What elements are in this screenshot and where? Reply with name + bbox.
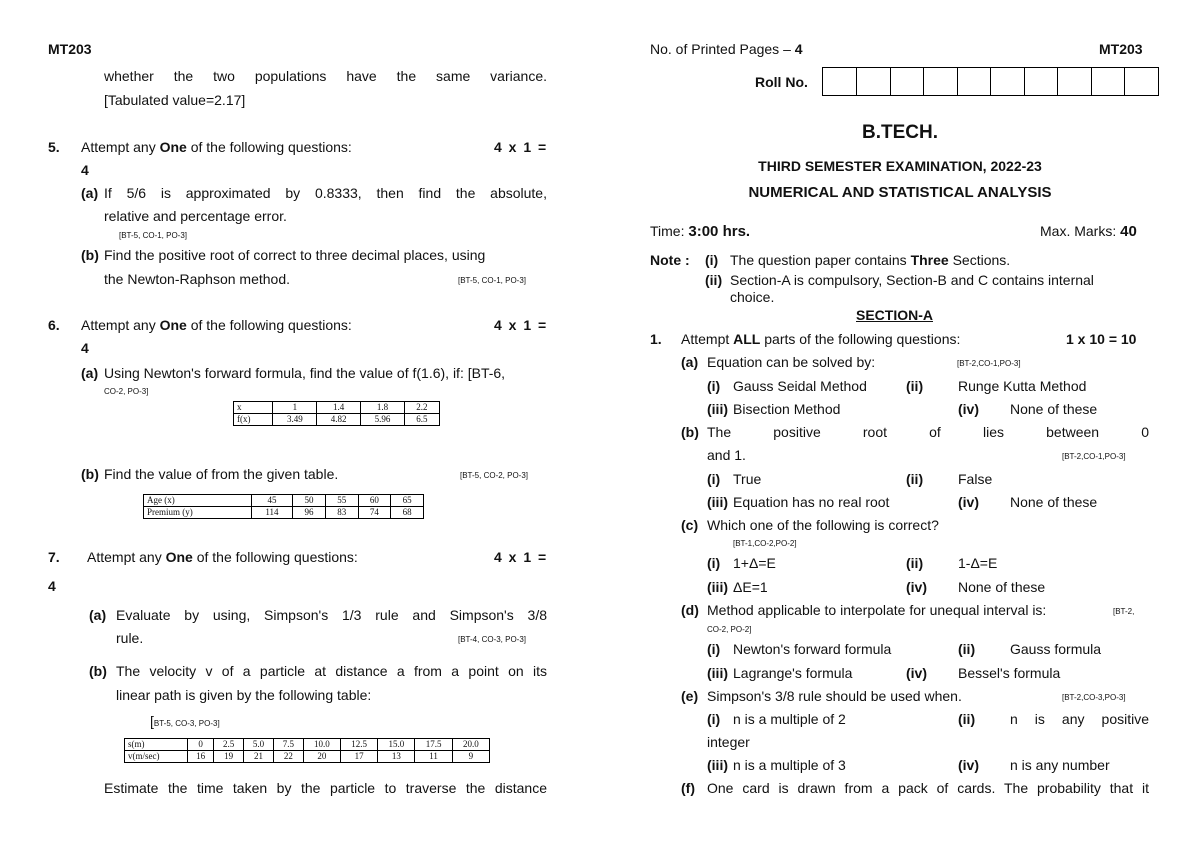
question-instruction: Attempt any One of the following questions: (81, 317, 352, 333)
table-cell: 17.5 (415, 739, 452, 751)
table-cell: 0 (188, 739, 214, 751)
option-label: (iii) (707, 494, 728, 510)
bloom-tag: [BT-5, CO-2, PO-3] (460, 471, 529, 480)
part-text: Evaluate by using, Simpson's 1/3 rule and Simpson's 3/8 (116, 607, 547, 623)
option-label: (iv) (958, 494, 979, 510)
question-instruction: Attempt ALL parts of the following questions: (681, 331, 961, 347)
part-label: (a) (89, 607, 107, 623)
table-cell: f(x) (234, 414, 273, 426)
part-text: Which one of the following is correct? (707, 517, 939, 533)
table-cell: 16 (188, 751, 214, 763)
table-cell: 1.8 (361, 402, 405, 414)
option-label: (iii) (707, 665, 728, 681)
option-text: n is a multiple of 3 (733, 757, 846, 773)
part-text: If 5/6 is approximated by 0.8333, then find the absolute, (104, 185, 547, 201)
table-cell: 10.0 (303, 739, 340, 751)
part-text: Equation can be solved by: (707, 354, 876, 370)
roll-label: Roll No. (755, 74, 808, 90)
option-text: Bessel's formula (958, 665, 1061, 681)
right-page (600, 0, 1200, 849)
part-text: and 1. (707, 447, 746, 463)
option-label: (ii) (958, 711, 976, 727)
degree-title: B.TECH. (862, 122, 938, 143)
option-label: (iv) (958, 401, 979, 417)
option-text: None of these (958, 579, 1046, 595)
table-row (234, 414, 440, 426)
option-text: Newton's forward formula (733, 641, 892, 657)
table-cell: 96 (293, 507, 326, 519)
part-text: Simpson's 3/8 rule should be used when. (707, 688, 962, 704)
continued-line: [Tabulated value=2.17] (104, 92, 246, 108)
question-marks: 4 x 1 = (494, 549, 547, 565)
option-label: (i) (707, 378, 721, 394)
table-row (144, 507, 424, 519)
question-marks: 1 x 10 = 10 (1066, 331, 1137, 347)
part-label: (e) (681, 688, 699, 704)
note-item-label: (ii) (705, 272, 723, 288)
question-marks: 4 x 1 = (494, 139, 547, 155)
option-text: False (958, 471, 993, 487)
table-row (125, 739, 490, 751)
option-label: (ii) (906, 378, 924, 394)
option-text: integer (707, 734, 750, 750)
part-label: (b) (81, 247, 99, 263)
question-instruction: Attempt any One of the following questions: (81, 139, 352, 155)
table-cell: 1 (273, 402, 317, 414)
option-text: None of these (1010, 494, 1098, 510)
table-cell: 6.5 (404, 414, 439, 426)
part-text: linear path is given by the following table: (116, 687, 372, 703)
table-cell: 12.5 (341, 739, 378, 751)
question-number: 7. (48, 549, 60, 565)
table-cell: 19 (214, 751, 244, 763)
bloom-tag: [BT-5, CO-1, PO-3] (458, 276, 527, 285)
exam-title: THIRD SEMESTER EXAMINATION, 2022-23 (758, 158, 1042, 174)
question-marks: 4 x 1 = (494, 317, 547, 333)
subject-title: NUMERICAL AND STATISTICAL ANALYSIS (748, 184, 1052, 201)
bloom-tag: [BT-2,CO-1,PO-3] (1062, 452, 1126, 461)
option-label: (i) (707, 555, 721, 571)
bloom-tag: CO-2, PO-3] (104, 387, 149, 396)
table-cell: 68 (391, 507, 424, 519)
question-instruction: Attempt any One of the following questions: (87, 549, 358, 565)
option-label: (i) (707, 641, 721, 657)
option-label: (i) (707, 711, 721, 727)
page-code: MT203 (1099, 41, 1143, 57)
part-label: (a) (681, 354, 699, 370)
bloom-tag: [BT-2,CO-3,PO-3] (1062, 693, 1126, 702)
part-label: (f) (681, 780, 695, 796)
option-label: (i) (707, 471, 721, 487)
table-cell: 15.0 (378, 739, 415, 751)
exam-time: Time: 3:00 hrs. (650, 223, 751, 240)
table-cell: 74 (358, 507, 391, 519)
data-table-fx (233, 401, 440, 426)
option-label: (iv) (958, 757, 979, 773)
bloom-tag: [BT-2, (1113, 607, 1135, 616)
table-cell: 114 (251, 507, 292, 519)
question-marks-cont: 4 (48, 578, 56, 594)
part-text: The positive root of lies between 0 (707, 424, 1149, 440)
part-label: (b) (681, 424, 699, 440)
part-text: rule. (116, 630, 144, 646)
option-label: (iii) (707, 401, 728, 417)
bloom-tag: [BT-5, CO-3, PO-3] (150, 713, 220, 729)
option-text: Equation has no real root (733, 494, 890, 510)
part-text: the Newton-Raphson method. (104, 271, 290, 287)
option-label: (iii) (707, 579, 728, 595)
part-text: Using Newton's forward formula, find the value of f(1.6), if: [BT-6, (104, 365, 506, 381)
option-label: (ii) (958, 641, 976, 657)
table-cell: 13 (378, 751, 415, 763)
table-cell: 5.96 (361, 414, 405, 426)
table-cell: 83 (325, 507, 358, 519)
table-cell: Age (x) (144, 495, 252, 507)
table-cell: x (234, 402, 273, 414)
option-text: Gauss Seidal Method (733, 378, 867, 394)
option-text: Gauss formula (1010, 641, 1102, 657)
table-row (144, 495, 424, 507)
option-text: ΔE=1 (733, 579, 768, 595)
note-item-text: Section-A is compulsory, Section-B and C contains internal (730, 272, 1094, 288)
note-item-text: choice. (730, 289, 775, 305)
max-marks: Max. Marks: 40 (1040, 223, 1137, 240)
table-cell: 11 (415, 751, 452, 763)
note-item-label: (i) (705, 252, 719, 268)
question-number: 5. (48, 139, 60, 155)
note-item-text: The question paper contains Three Sections. (730, 252, 1011, 268)
part-text: relative and percentage error. (104, 208, 287, 224)
option-text: n is any number (1010, 757, 1110, 773)
question-marks-cont: 4 (81, 340, 89, 356)
table-cell: 7.5 (273, 739, 303, 751)
note-label: Note : (650, 252, 690, 268)
section-heading: SECTION-A (856, 307, 933, 323)
table-cell: 3.49 (273, 414, 317, 426)
part-label: (b) (89, 663, 107, 679)
table-cell: 50 (293, 495, 326, 507)
table-cell: 60 (358, 495, 391, 507)
bloom-tag: [BT-2,CO-1,PO-3] (957, 359, 1021, 368)
table-row (234, 402, 440, 414)
bloom-tag: CO-2, PO-2] (707, 625, 752, 634)
option-text: 1+Δ=E (733, 555, 776, 571)
table-cell: v(m/sec) (125, 751, 188, 763)
table-cell: 17 (341, 751, 378, 763)
bloom-tag: [BT-4, CO-3, PO-3] (458, 635, 527, 644)
question-marks-cont: 4 (81, 162, 89, 178)
part-label: (c) (681, 517, 699, 533)
option-label: (iv) (906, 665, 927, 681)
bloom-tag: [BT-1,CO-2,PO-2] (733, 539, 797, 548)
printed-pages: No. of Printed Pages – 4 (650, 41, 803, 57)
table-cell: 1.4 (317, 402, 361, 414)
page-code: MT203 (48, 41, 92, 57)
table-row (125, 751, 490, 763)
option-label: (ii) (906, 555, 924, 571)
table-cell: 45 (251, 495, 292, 507)
part-label: (a) (81, 185, 99, 201)
option-label: (iii) (707, 757, 728, 773)
table-cell: 2.2 (404, 402, 439, 414)
option-text: None of these (1010, 401, 1098, 417)
table-cell: 22 (273, 751, 303, 763)
table-cell: 21 (244, 751, 274, 763)
option-text: n is a multiple of 2 (733, 711, 846, 727)
question-number: 6. (48, 317, 60, 333)
part-text: The velocity v of a particle at distance a from a point on its (116, 663, 547, 679)
roll-number-boxes[interactable] (822, 67, 1159, 96)
closing-text: Estimate the time taken by the particle to traverse the distance (104, 780, 547, 796)
table-cell: 55 (325, 495, 358, 507)
table-cell: s(m) (125, 739, 188, 751)
part-label: (a) (81, 365, 99, 381)
part-text: Method applicable to interpolate for unequal interval is: (707, 602, 1047, 618)
option-label: (iv) (906, 579, 927, 595)
option-text: 1-Δ=E (958, 555, 998, 571)
part-text: Find the value of from the given table. (104, 466, 339, 482)
data-table-premium (143, 494, 424, 519)
bloom-tag: [BT-5, CO-1, PO-3] (119, 231, 188, 240)
table-cell: 2.5 (214, 739, 244, 751)
option-text: n is any positive (1010, 711, 1149, 727)
part-label: (d) (681, 602, 699, 618)
option-label: (ii) (906, 471, 924, 487)
table-cell: 20 (303, 751, 340, 763)
table-cell: Premium (y) (144, 507, 252, 519)
part-text: Find the positive root of correct to three decimal places, using (104, 247, 486, 263)
table-cell: 20.0 (452, 739, 489, 751)
option-text: Runge Kutta Method (958, 378, 1087, 394)
continued-line: whether the two populations have the same variance. (104, 68, 547, 84)
option-text: Bisection Method (733, 401, 841, 417)
table-cell: 9 (452, 751, 489, 763)
part-label: (b) (81, 466, 99, 482)
option-text: True (733, 471, 762, 487)
option-text: Lagrange's formula (733, 665, 853, 681)
table-cell: 5.0 (244, 739, 274, 751)
data-table-velocity (124, 738, 490, 763)
table-cell: 65 (391, 495, 424, 507)
table-cell: 4.82 (317, 414, 361, 426)
question-number: 1. (650, 331, 662, 347)
part-text: One card is drawn from a pack of cards. The probability that it (707, 780, 1149, 796)
